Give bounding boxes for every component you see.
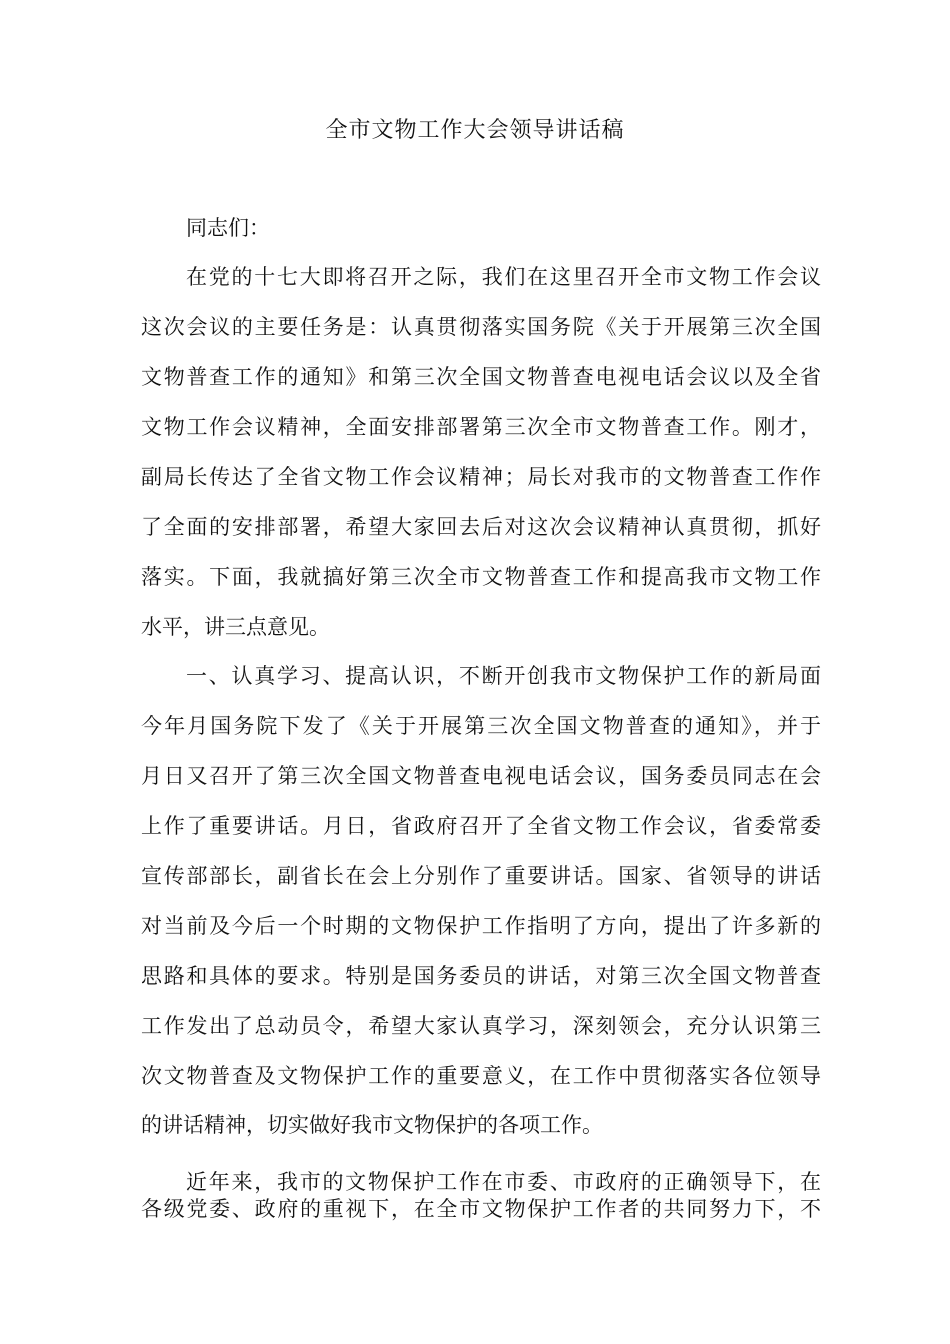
paragraph-1-line-6: 了全面的安排部署，希望大家回去后对这次会议精神认真贯彻，抓好 [141, 515, 821, 539]
paragraph-1-line-5: 副局长传达了全省文物工作会议精神；局长对我市的文物普查工作作 [141, 465, 821, 489]
paragraph-2-line-7: 思路和具体的要求。特别是国务委员的讲话，对第三次全国文物普查 [141, 964, 821, 988]
paragraph-2-line-4: 上作了重要讲话。月日，省政府召开了全省文物工作会议，省委常委 [141, 814, 821, 838]
paragraph-3-line-1: 近年来，我市的文物保护工作在市委、市政府的正确领导下，在 [186, 1170, 821, 1194]
page-title: 全市文物工作大会领导讲话稿 [325, 118, 625, 143]
paragraph-3-line-2: 各级党委、政府的重视下，在全市文物保护工作者的共同努力下，不 [141, 1197, 821, 1221]
paragraph-1-line-3: 文物普查工作的通知》和第三次全国文物普查电视电话会议以及全省 [141, 365, 821, 389]
section-heading-1: 一、认真学习、提高认识，不断开创我市文物保护工作的新局面 [186, 664, 821, 688]
paragraph-1-line-7: 落实。下面，我就搞好第三次全市文物普查工作和提高我市文物工作 [141, 565, 821, 589]
paragraph-1-line-4: 文物工作会议精神，全面安排部署第三次全市文物普查工作。刚才， [141, 415, 821, 439]
paragraph-2-line-9: 次文物普查及文物保护工作的重要意义，在工作中贯彻落实各位领导 [141, 1064, 821, 1088]
paragraph-2-line-10: 的讲话精神，切实做好我市文物保护的各项工作。 [141, 1113, 603, 1137]
paragraph-2-line-6: 对当前及今后一个时期的文物保护工作指明了方向，提出了许多新的 [141, 914, 821, 938]
paragraph-2-line-8: 工作发出了总动员令，希望大家认真学习，深刻领会，充分认识第三 [141, 1014, 821, 1038]
paragraph-1-line-1: 在党的十七大即将召开之际，我们在这里召开全市文物工作会议 [186, 265, 821, 289]
paragraph-1-line-8: 水平，讲三点意见。 [141, 615, 330, 639]
paragraph-2-line-3: 月日又召开了第三次全国文物普查电视电话会议，国务委员同志在会 [141, 764, 821, 788]
greeting: 同志们： [186, 216, 270, 240]
paragraph-1-line-2: 这次会议的主要任务是：认真贯彻落实国务院《关于开展第三次全国 [141, 315, 821, 339]
paragraph-2-line-5: 宣传部部长，副省长在会上分别作了重要讲话。国家、省领导的讲话 [141, 864, 821, 888]
paragraph-2-line-2: 今年月国务院下发了《关于开展第三次全国文物普查的通知》，并于 [141, 714, 821, 738]
